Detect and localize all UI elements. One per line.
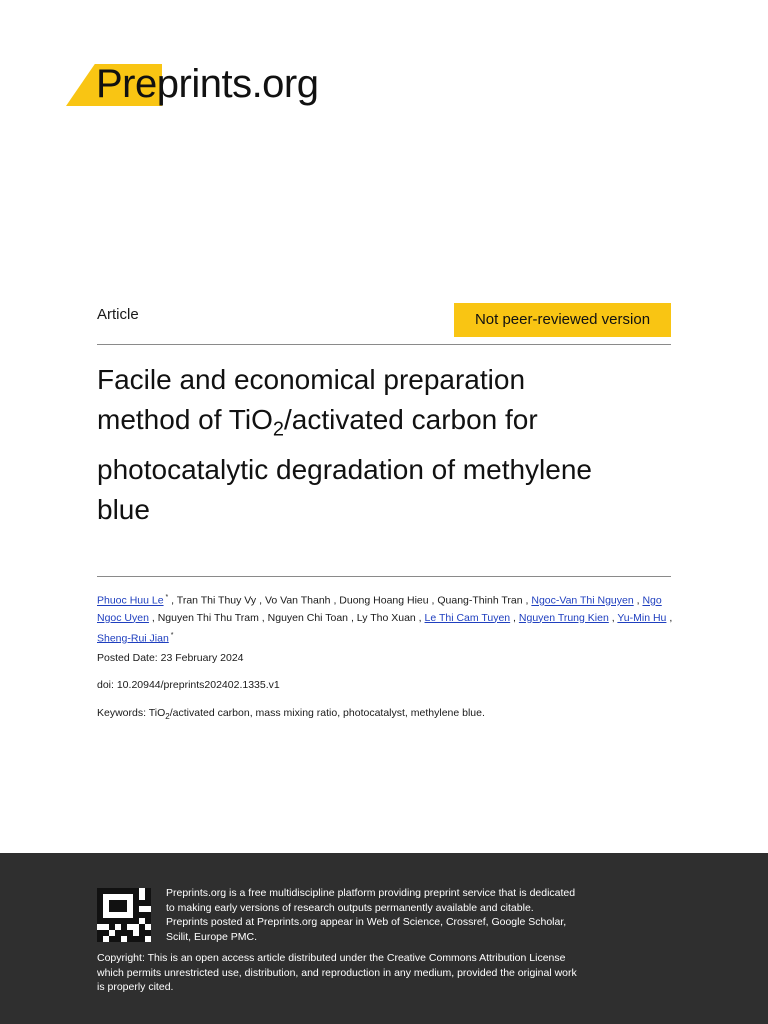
author-name: Quang-Thinh Tran [437, 594, 523, 607]
title-line-2b: /activated carbon for [284, 404, 538, 435]
author-name[interactable]: Sheng-Rui Jian [97, 632, 169, 644]
author-name[interactable]: Nguyen Trung Kien [518, 611, 609, 624]
author-name[interactable]: Phuoc Huu Le [97, 594, 164, 607]
author-name: Tran Thi Thuy Vy [176, 594, 257, 607]
keywords [97, 707, 485, 721]
logo-pre: Pre [96, 62, 157, 106]
title-line-4: blue [97, 493, 150, 525]
author-name: Nguyen Thi Thu Tram [157, 611, 259, 624]
doi[interactable]: doi: 10.20944/preprints202402.1335.v1 [97, 679, 280, 691]
author-name[interactable]: Ngoc-Van Thi Nguyen [531, 594, 634, 607]
review-status-badge: Not peer-reviewed version [454, 303, 671, 337]
author-name: Vo Van Thanh [264, 594, 331, 607]
author-name: Nguyen Chi Toan [267, 611, 349, 624]
author-name: Duong Hoang Hieu [339, 594, 429, 607]
footer [0, 853, 768, 1024]
author-name[interactable]: Yu-Min Hu [617, 611, 667, 624]
title-line-1: Facile and economical preparation [97, 364, 526, 395]
title-subscript: 2 [272, 418, 284, 441]
footer-copyright: Copyright: This is an open access article distributed under the Creative Commons Attribution License which permits unrestricted use, distribution, and reproduction in any medium, provided the original work is properly cited. [97, 952, 577, 993]
paper-title [97, 360, 677, 530]
title-line-2a: method of TiO [97, 404, 273, 435]
keywords-label: Keywords: TiO [97, 707, 166, 719]
author-name[interactable]: Ngo Ngoc Uyen [97, 594, 662, 624]
author-name: Ly Tho Xuan [356, 611, 416, 624]
qr-code-icon[interactable] [97, 888, 151, 942]
author-name[interactable]: Le Thi Cam Tuyen [424, 611, 511, 624]
keywords-subscript: 2 [165, 712, 170, 722]
logo-text [96, 60, 319, 108]
author-list: Phuoc Huu Le * , Tran Thi Thuy Vy , Vo Van Thanh , Duong Hoang Hieu , Quang-Thinh Tran , Ngoc-Van Thi Nguyen , Ngo Ngoc Uyen , Nguyen Thi Thu Tram , Nguyen Chi Toan , Ly Tho Xuan , Le Thi Cam Tuyen , Nguyen Trung Kien , Yu-Min Hu , Sheng-Rui Jian * [97, 594, 673, 644]
corresponding-mark: * [168, 631, 174, 639]
posted-date: Posted Date: 23 February 2024 [97, 652, 244, 664]
article-type: Article [97, 306, 139, 323]
divider-top [97, 344, 671, 345]
footer-description: Preprints.org is a free multidiscipline platform providing preprint service that is dedicated to making early versions of research outputs permanently available and citable. Preprints posted at Preprints.org appear in Web of Science, Crossref, Google Scholar, Scilit, Europe PMC. [166, 887, 576, 943]
corresponding-mark: * [163, 594, 169, 601]
divider-authors [97, 576, 671, 577]
preprints-logo[interactable] [66, 60, 366, 108]
title-line-3: photocatalytic degradation of methylene [97, 453, 592, 485]
logo-rest: prints.org [156, 62, 319, 106]
keywords-rest: /activated carbon, mass mixing ratio, photocatalyst, methylene blue. [169, 707, 485, 719]
